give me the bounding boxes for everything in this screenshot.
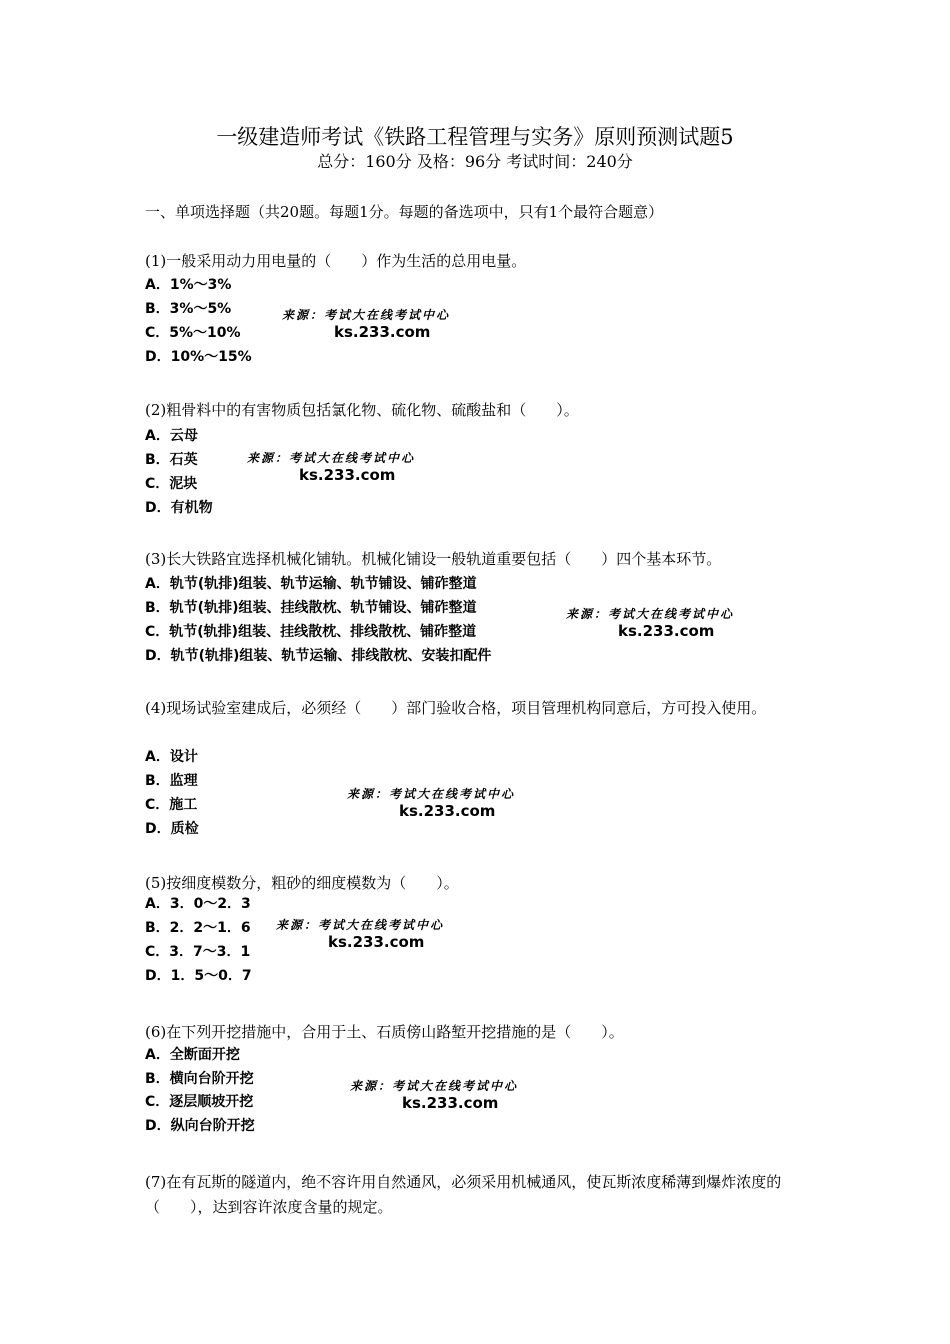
watermark-source: 来源：考试大在线考试中心 — [350, 1079, 519, 1093]
question-4-option-a: A．设计 — [145, 749, 198, 765]
question-6-option-c: C．逐层顺坡开挖 — [145, 1094, 254, 1110]
page-title: 一级建造师考试《铁路工程管理与实务》原则预测试题5 — [216, 125, 734, 149]
question-2-stem: (2)粗骨料中的有害物质包括氯化物、硫化物、硫酸盐和（ ）。 — [145, 401, 579, 419]
question-4-option-c: C．施工 — [145, 797, 198, 813]
watermark-url: ks.233.com — [402, 1094, 499, 1112]
question-6-stem: (6)在下列开挖措施中，合用于土、石质傍山路堑开挖措施的是（ ）。 — [145, 1023, 624, 1041]
question-3-option-b: B．轨节(轨排)组装、挂线散枕、轨节铺设、铺砟整道 — [145, 600, 477, 616]
question-6-option-d: D．纵向台阶开挖 — [145, 1118, 255, 1134]
question-3-option-d: D．轨节(轨排)组装、轨节运输、排线散枕、安装扣配件 — [145, 648, 492, 664]
watermark — [350, 1077, 590, 1112]
question-2-option-a: A．云母 — [145, 428, 198, 444]
question-4-option-d: D．质检 — [145, 821, 199, 837]
question-1-option-d: D．10%～15% — [145, 349, 252, 365]
question-4-option-b: B．监理 — [145, 773, 198, 789]
watermark — [282, 306, 522, 341]
question-5-stem: (5)按细度模数分，粗砂的细度模数为（ ）。 — [145, 874, 459, 892]
watermark-url: ks.233.com — [618, 622, 715, 640]
watermark — [347, 785, 587, 820]
question-7-stem: (7)在有瓦斯的隧道内，绝不容许用自然通风，必须采用机械通风，使瓦斯浓度稀薄到爆炸浓度的（ ），达到容许浓度含量的规定。 — [145, 1173, 782, 1216]
question-2-option-b: B．石英 — [145, 452, 198, 468]
watermark-source: 来源：考试大在线考试中心 — [566, 607, 735, 621]
question-5-option-a: A．3．0～2．3 — [145, 896, 251, 912]
question-5-option-d: D．1．5～0．7 — [145, 968, 252, 984]
section-heading: 一、单项选择题（共20题。每题1分。每题的备选项中，只有1个最符合题意） — [145, 203, 664, 221]
question-1-option-b: B．3%～5% — [145, 301, 232, 317]
question-5-option-b: B．2．2～1．6 — [145, 920, 251, 936]
question-1-option-c: C．5%～10% — [145, 325, 241, 341]
watermark-source: 来源：考试大在线考试中心 — [247, 451, 416, 465]
watermark — [276, 916, 516, 951]
watermark-source: 来源：考试大在线考试中心 — [282, 308, 451, 322]
question-1-stem: (1)一般采用动力用电量的（ ）作为生活的总用电量。 — [145, 252, 527, 270]
question-4-stem: (4)现场试验室建成后，必须经（ ）部门验收合格，项目管理机构同意后，方可投入使用。 — [145, 699, 767, 717]
question-6-option-a: A．全断面开挖 — [145, 1047, 240, 1063]
watermark — [247, 449, 487, 484]
question-5-option-c: C．3．7～3．1 — [145, 944, 251, 960]
question-3-stem: (3)长大铁路宜选择机械化铺轨。机械化铺设一般轨道重要包括（ ）四个基本环节。 — [145, 550, 722, 568]
watermark-url: ks.233.com — [299, 466, 396, 484]
question-6-option-b: B．横向台阶开挖 — [145, 1071, 254, 1087]
question-3-option-c: C．轨节(轨排)组装、挂线散枕、排线散枕、铺砟整道 — [145, 624, 477, 640]
watermark-source: 来源：考试大在线考试中心 — [347, 787, 516, 801]
question-1-option-a: A．1%～3% — [145, 277, 232, 293]
watermark-url: ks.233.com — [328, 933, 425, 951]
watermark-url: ks.233.com — [334, 323, 431, 341]
watermark — [566, 605, 806, 640]
question-2-option-c: C．泥块 — [145, 476, 198, 492]
watermark-source: 来源：考试大在线考试中心 — [276, 918, 445, 932]
question-2-option-d: D．有机物 — [145, 500, 213, 516]
exam-info: 总分：160分 及格：96分 考试时间：240分 — [317, 152, 633, 171]
watermark-url: ks.233.com — [399, 802, 496, 820]
question-3-option-a: A．轨节(轨排)组装、轨节运输、轨节铺设、铺砟整道 — [145, 576, 477, 592]
